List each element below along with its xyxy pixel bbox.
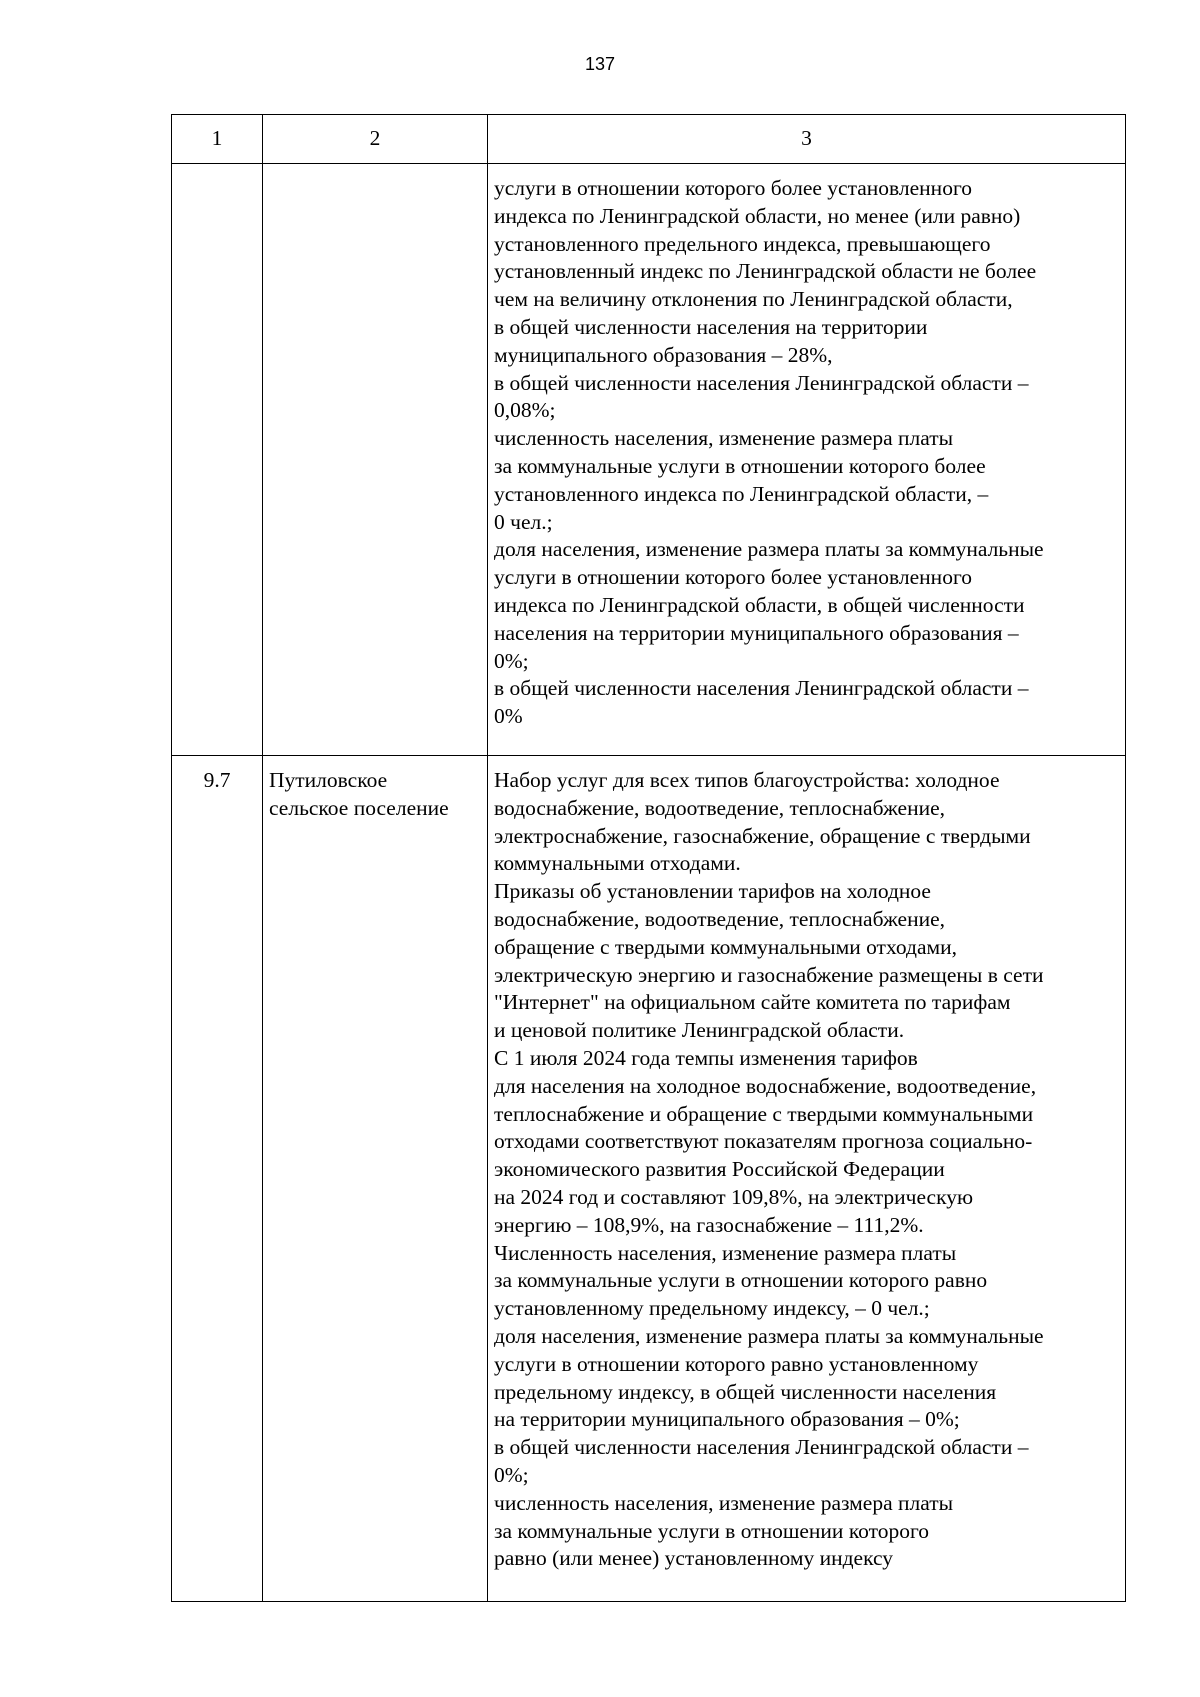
text-line: 0%;	[494, 1462, 529, 1487]
text-line: электроснабжение, газоснабжение, обращение с твердыми	[494, 823, 1031, 848]
text-line: чем на величину отклонения по Ленинградской области,	[494, 287, 1013, 312]
text-line: 0 чел.;	[494, 509, 553, 534]
row-number-cell	[172, 164, 263, 756]
text-line: коммунальными отходами.	[494, 851, 741, 876]
text-line: за коммунальные услуги в отношении которого	[494, 1518, 930, 1543]
table-row	[172, 164, 1126, 756]
text-line: за коммунальные услуги в отношении которого равно	[494, 1268, 988, 1293]
text-line: отходами соответствуют показателям прогноза социально-	[494, 1129, 1033, 1154]
data-table	[171, 114, 1126, 1602]
text-line: Набор услуг для всех типов благоустройства: холодное	[494, 768, 1000, 792]
text-line: равно (или менее) установленному индексу	[494, 1546, 894, 1571]
text-line: С 1 июля 2024 года темпы изменения тарифов	[494, 1045, 918, 1070]
text-line: доля населения, изменение размера платы за коммунальные	[494, 537, 1044, 562]
text-line: индекса по Ленинградской области, но менее (или равно)	[494, 203, 1021, 228]
text-line: услуги в отношении которого равно установленному	[494, 1351, 979, 1376]
page-number: 137	[584, 54, 616, 74]
text-line: в общей численности населения Ленинградской области –	[494, 370, 1029, 395]
text-line: 0%	[494, 704, 523, 729]
text-line: Численность населения, изменение размера платы	[494, 1240, 957, 1265]
text-line: 0,08%;	[494, 398, 556, 423]
text-line: "Интернет" на официальном сайте комитета по тарифам	[494, 990, 1011, 1015]
text-line: муниципального образования – 28%,	[494, 342, 833, 367]
text-line: доля населения, изменение размера платы за коммунальные	[494, 1323, 1044, 1348]
text-line: установленного индекса по Ленинградской области, –	[494, 481, 989, 506]
text-line: услуги в отношении которого более установленного	[494, 565, 972, 590]
text-line: в общей численности населения на территории	[494, 314, 928, 339]
text-line: электрическую энергию и газоснабжение размещены в сети	[494, 962, 1044, 987]
text-line: населения на территории муниципального образования –	[494, 620, 1019, 645]
column-header-2: 2	[263, 115, 488, 164]
text-line: 0%;	[494, 648, 529, 673]
text-line: энергию – 108,9%, на газоснабжение – 111,2%.	[494, 1212, 924, 1237]
text-line: и ценовой политике Ленинградской области.	[494, 1018, 905, 1043]
text-line: обращение с твердыми коммунальными отходами,	[494, 934, 957, 959]
text-line: установленного предельного индекса, превышающего	[494, 231, 991, 256]
column-header-3: 3	[488, 115, 1126, 164]
text-line: услуги в отношении которого более установленного	[494, 176, 972, 200]
text-line: численность населения, изменение размера платы	[494, 1490, 954, 1515]
settlement-name-line: Путиловское	[269, 768, 388, 792]
text-line: водоснабжение, водоотведение, теплоснабжение,	[494, 906, 946, 931]
text-line: в общей численности населения Ленинградской области –	[494, 1435, 1029, 1460]
text-line: на территории муниципального образования – 0%;	[494, 1407, 960, 1432]
text-line: теплоснабжение и обращение с твердыми коммунальными	[494, 1101, 1034, 1126]
row-text-cell	[488, 164, 1126, 756]
text-line: установленный индекс по Ленинградской области не более	[494, 259, 1037, 284]
table-row	[172, 756, 1126, 1602]
column-header-1: 1	[172, 115, 263, 164]
table-header-row	[172, 115, 1126, 164]
text-line: за коммунальные услуги в отношении которого более	[494, 453, 986, 478]
settlement-name-line: сельское поселение	[269, 795, 449, 820]
text-line: для населения на холодное водоснабжение, водоотведение,	[494, 1073, 1037, 1098]
row-name-cell	[263, 756, 488, 1602]
text-line: численность населения, изменение размера платы	[494, 426, 954, 451]
text-line: индекса по Ленинградской области, в общей численности	[494, 592, 1025, 617]
text-line: на 2024 год и составляют 109,8%, на электрическую	[494, 1184, 974, 1209]
text-line: установленному предельному индексу, – 0 чел.;	[494, 1296, 930, 1321]
text-line: предельному индексу, в общей численности населения	[494, 1379, 997, 1404]
row-text-cell	[488, 756, 1126, 1602]
text-line: водоснабжение, водоотведение, теплоснабжение,	[494, 795, 946, 820]
text-line: в общей численности населения Ленинградской области –	[494, 676, 1029, 701]
row-name-cell	[263, 164, 488, 756]
text-line: экономического развития Российской Федерации	[494, 1157, 945, 1182]
row-number-cell: 9.7	[172, 756, 263, 1602]
text-line: Приказы об установлении тарифов на холодное	[494, 879, 931, 904]
